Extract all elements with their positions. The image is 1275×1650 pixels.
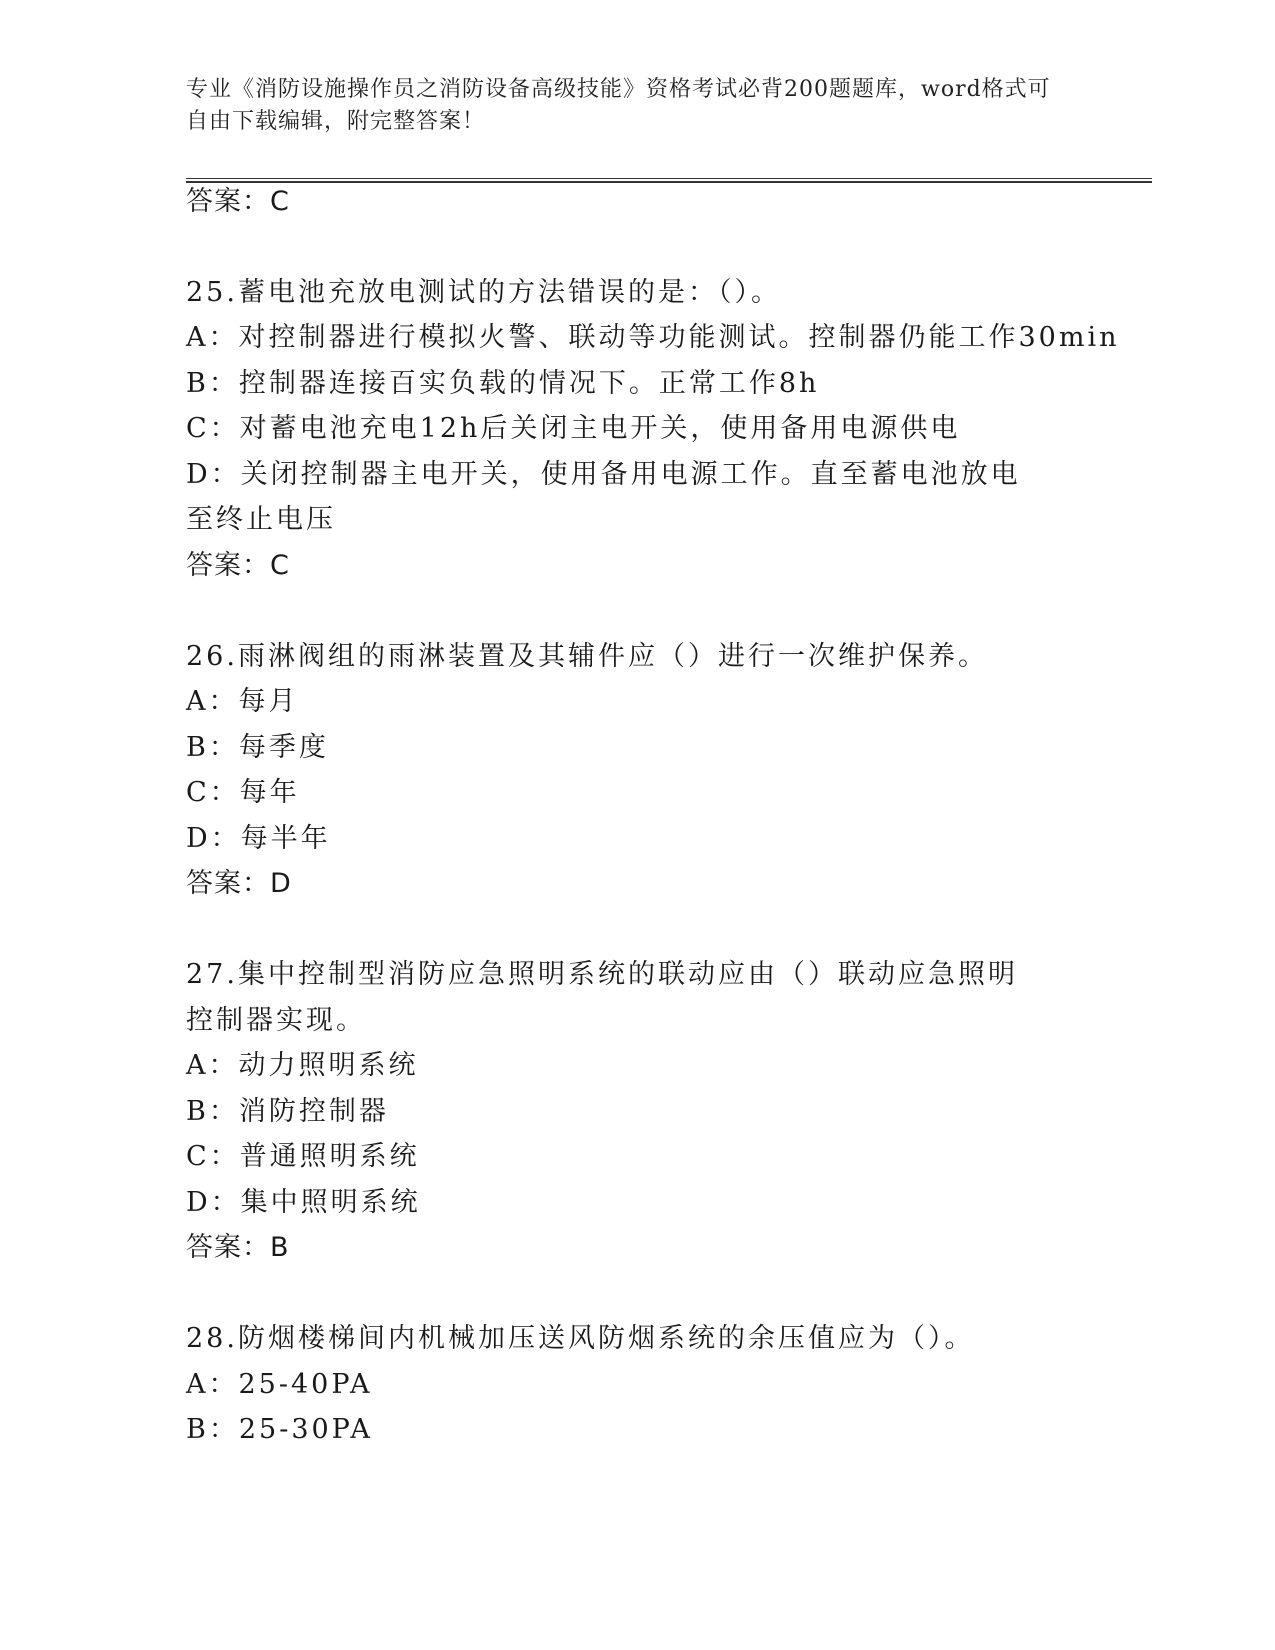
option-c: C：普通照明系统 [186,1141,420,1172]
option-d: D：每半年 [186,822,331,854]
block-gap [186,907,1086,953]
option-c: C：每年 [186,777,300,808]
question-block-26 [186,634,1086,907]
option-d: D：关闭控制器主电开关，使用备用电源工作。直至蓄电池放电至终止电压 [186,458,1021,535]
answer-line: 答案：C [186,186,290,217]
option-b: B：控制器连接百实负载的情况下。正常工作8h [186,367,820,399]
answer-line: 答案：B [186,1232,290,1263]
question-stem: 26.雨淋阀组的雨淋装置及其辅件应（）进行一次维护保养。 [186,640,988,672]
option-b: B：消防控制器 [186,1095,389,1127]
block-gap [186,588,1086,634]
question-block-27 [186,952,1086,1271]
question-stem: 27.集中控制型消防应急照明系统的联动应由（）联动应急照明控制器实现。 [186,959,1018,1036]
option-b: B：25-30PA [186,1414,373,1445]
block-gap [186,1271,1086,1317]
question-block-28 [186,1316,1086,1453]
question-stem: 28.防烟楼梯间内机械加压送风防烟系统的余压值应为（）。 [186,1323,975,1354]
option-a: A：对控制器进行模拟火警、联动等功能测试。控制器仍能工作30min [186,322,1120,353]
question-stem: 25.蓄电池充放电测试的方法错误的是：（）。 [186,276,781,308]
option-c: C：对蓄电池充电12h后关闭主电开关，使用备用电源供电 [186,413,961,444]
question-block-25 [186,270,1120,589]
option-a: A：每月 [186,686,299,717]
document-body [186,186,1120,1453]
document-header: 专业《消防设施操作员之消防设备高级技能》资格考试必背200题题库，word格式可自由下载编辑，附完整答案！ [186,77,1051,134]
option-a: A：动力照明系统 [186,1050,419,1081]
answer-line: 答案：D [186,868,292,899]
option-b: B：每季度 [186,731,329,763]
answer-line: 答案：C [186,549,290,581]
option-d: D：集中照明系统 [186,1186,421,1218]
option-a: A：25-40PA [186,1368,373,1400]
